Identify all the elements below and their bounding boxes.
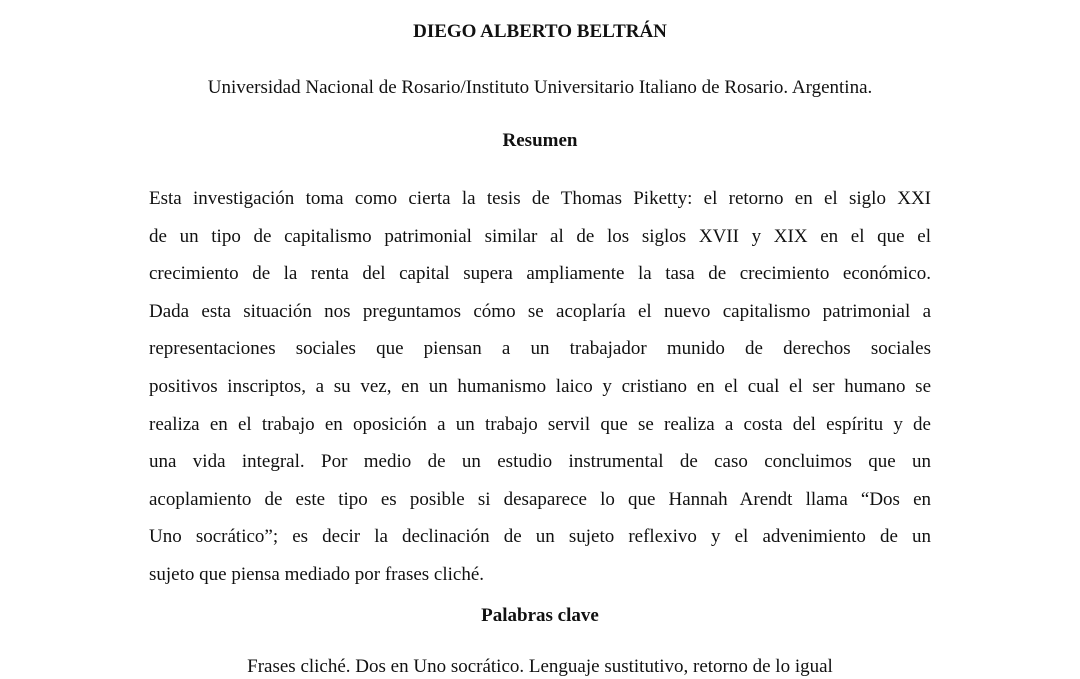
abstract-line: de un tipo de capitalismo patrimonial similar al de los siglos XVII y XIX en el que el	[149, 225, 931, 247]
abstract-heading: Resumen	[502, 130, 578, 151]
abstract-line: Uno socrático”; es decir la declinación de un sujeto reflexivo y el advenimiento de un	[149, 526, 931, 548]
abstract-line: positivos inscriptos, a su vez, en un humanismo laico y cristiano en el cual el ser humano se	[149, 375, 931, 397]
keywords-text: Frases cliché. Dos en Uno socrático. Lenguaje sustitutivo, retorno de lo igual	[247, 656, 833, 677]
keywords-heading: Palabras clave	[481, 605, 599, 626]
abstract-line: representaciones sociales que piensan a un trabajador munido de derechos sociales	[149, 338, 931, 360]
abstract-body	[149, 180, 931, 594]
abstract-line: una vida integral. Por medio de un estudio instrumental de caso concluimos que un	[149, 451, 931, 473]
abstract-line: Dada esta situación nos preguntamos cómo se acoplaría el nuevo capitalismo patrimonial a	[149, 300, 931, 322]
abstract-line: sujeto que piensa mediado por frases cliché.	[149, 563, 485, 585]
author-affiliation: Universidad Nacional de Rosario/Instituto Universitario Italiano de Rosario. Argentina.	[207, 77, 873, 98]
abstract-line: crecimiento de la renta del capital supera ampliamente la tasa de crecimiento económico.	[149, 263, 931, 285]
author-name: DIEGO ALBERTO BELTRÁN	[413, 21, 667, 42]
abstract-line: acoplamiento de este tipo es posible si desaparece lo que Hannah Arendt llama “Dos en	[149, 488, 931, 510]
abstract-line: realiza en el trabajo en oposición a un trabajo servil que se realiza a costa del espíritu y de	[149, 413, 931, 435]
abstract-line: Esta investigación toma como cierta la tesis de Thomas Piketty: el retorno en el siglo XXI	[149, 188, 931, 209]
